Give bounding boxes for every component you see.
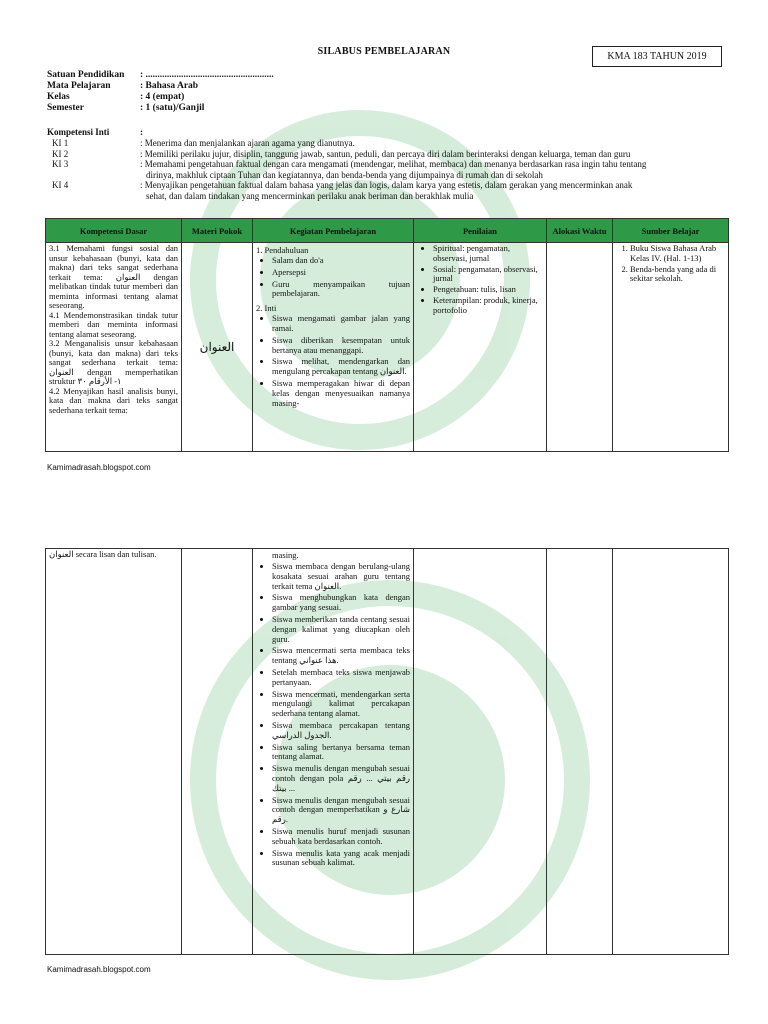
materi-pokok-cell: العنوان (182, 243, 253, 452)
identity-value: : 4 (empat) (140, 92, 185, 102)
section-title: 1. Pendahuluan (256, 245, 309, 255)
col-header: Kompetensi Dasar (46, 219, 182, 243)
alokasi-cell (547, 549, 613, 955)
kegiatan-cell (253, 243, 414, 452)
ki-code: KI 3 (52, 159, 69, 169)
list-item: • Siswa memberikan tanda centang sesuai dengan kalimat yang diucapkan oleh guru. (272, 615, 410, 644)
identity-label: Mata Pelajaran (47, 81, 111, 91)
footer-text: Kamimadrasah.blogspot.com (47, 965, 151, 974)
list-item: • Siswa menulis huruf menjadi susunan sebuah kata berdasarkan contoh. (272, 827, 410, 847)
footer-text: Kamimadrasah.blogspot.com (47, 463, 151, 472)
identity-label: Satuan Pendidikan (47, 70, 125, 80)
list-item: • Sosial: pengamatan, observasi, jurnal (433, 265, 543, 285)
sumber-cell (613, 549, 729, 955)
materi-pokok-cell (182, 549, 253, 955)
ki-colon: : (140, 127, 143, 137)
kompetensi-dasar-text: العنوان secara lisan dan tulisan. (49, 549, 157, 559)
identity-block (47, 70, 274, 114)
list-item: • Siswa mencermati serta membaca teks tentang هذا عنواني. (272, 646, 410, 666)
ki-code: KI 1 (52, 138, 69, 148)
list-item: • Siswa diberikan kesempatan untuk bertanya atau menanggapi. (272, 336, 410, 356)
col-header: Sumber Belajar (613, 219, 729, 243)
list-item: • Siswa melihat, mendengarkan dan mengulang percakapan tentang العنوان. (272, 357, 410, 377)
list-item: • Salam dan do'a (272, 256, 410, 266)
section-title: 2. Inti (256, 303, 277, 314)
list-item: • Siswa mencermati, mendengarkan serta mengulangi kalimat percakapan sederhana tentang alamat. (272, 690, 410, 719)
list-item: • Siswa memperagakan hiwar di depan kelas dengan menyesuaikan namanya masing- (272, 379, 410, 408)
list-item: • Siswa saling bertanya bersama teman tentang alamat. (272, 743, 410, 763)
identity-label: Semester (47, 103, 84, 113)
list-item: • Siswa menulis dengan mengubah sesuai contoh dengan pola رقم بيتي ... رقم بيتك ... (272, 764, 410, 793)
list-item: 2. Benda-benda yang ada di sekitar sekolah. (630, 265, 725, 285)
kegiatan-cell (253, 549, 414, 955)
alokasi-cell (547, 243, 613, 452)
list-item: • Siswa membaca percakapan tentang الجدول الدراسي. (272, 721, 410, 741)
page-title: SILABUS PEMBELAJARAN (317, 46, 451, 57)
col-header: Kegiatan Pembelajaran (253, 219, 414, 243)
kompetensi-inti (47, 127, 727, 201)
ki-text-cont: dirinya, makhluk ciptaan Tuhan dan kegiatannya, dan benda-benda yang dijumpainya di rumah dan di sekolah (146, 169, 543, 180)
identity-value: : 1 (satu)/Ganjil (140, 103, 205, 113)
sumber-cell (613, 243, 729, 452)
kegiatan-lead: masing. (272, 550, 299, 560)
identity-value: : ...................................................... (140, 70, 274, 80)
col-header: Materi Pokok (182, 219, 253, 243)
list-item: • Siswa menulis dengan mengubah sesuai contoh dengan memperhatikan شارع و رقم. (272, 796, 410, 825)
syllabus-table-page1 (45, 218, 729, 452)
list-item: • Pengetahuan: tulis, lisan (433, 285, 543, 295)
identity-label: Kelas (47, 92, 70, 102)
kompetensi-dasar-cell (46, 243, 182, 452)
penilaian-cell (414, 549, 547, 955)
ki-text: : Memahami pengetahuan faktual dengan cara mengamati (mendengar, melihat, membaca) dan menanya berdasarkan rasa ingin tahu tentang (140, 159, 647, 169)
col-header: Penilaian (414, 219, 547, 243)
list-item: • Apersepsi (272, 268, 410, 278)
list-item: • Setelah membaca teks siswa menjawab pertanyaan. (272, 668, 410, 688)
kma-label: KMA 183 TAHUN 2019 (592, 46, 722, 67)
ki-code: KI 4 (52, 180, 69, 190)
list-item: • Siswa mengamati gambar jalan yang ramai. (272, 314, 410, 334)
penilaian-cell (414, 243, 547, 452)
list-item: • Siswa menghubungkan kata dengan gambar yang sesuai. (272, 593, 410, 613)
identity-value: : Bahasa Arab (140, 81, 199, 91)
ki-text-cont: sehat, dan dalam tindakan yang mencerminkan perilaku anak beriman dan berakhlak mulia (146, 190, 474, 201)
list-item: • Siswa menulis kata yang acak menjadi susunan sebuah kalimat. (272, 849, 410, 869)
ki-code: KI 2 (52, 148, 69, 159)
ki-text: : Memiliki perilaku jujur, disiplin, tanggung jawab, santun, peduli, dan percaya diri dalam berinteraksi dengan keluarga, teman dan guru (140, 148, 631, 159)
list-item: • Keterampilan: produk, kinerja, portofolio (433, 296, 543, 316)
list-item: • Spiritual: pengamatan, observasi, jurnal (433, 244, 543, 264)
col-header: Alokasi Waktu (547, 219, 613, 243)
list-item: • Guru menyampaikan tujuan pembelajaran. (272, 280, 410, 300)
ki-heading: Kompetensi Inti (47, 127, 110, 137)
ki-text: : Menerima dan menjalankan ajaran agama yang dianutnya. (140, 138, 355, 148)
list-item: • Siswa membaca dengan berulang-ulang kosakata sesuai arahan guru tentang terkait tema العنوان. (272, 562, 410, 591)
ki-text: : Menyajikan pengetahuan faktual dalam bahasa yang jelas dan logis, dalam karya yang estetis, dalam gerakan yang mencerminkan anak (140, 180, 633, 190)
kompetensi-dasar-text: 3.1 Memahami fungsi sosial dan unsur kebahasaan (bunyi, kata dan makna) dari teks sangat sederhana terkait tema: العنوان dengan melibatkan tindak tutur memberi dan meminta informasi tentang alamat seseorang. 4.1 Mendemonstrasikan tindak tutur memberi dan meminta informasi tentang alamat seseorang. 3.2 Menganalisis unsur kebahasaan (bunyi, kata dan makna) dari teks sangat sederhana terkait tema: العنوان dengan memperhatikan struktur ١- الأرقام ٣٠ 4.2 Menyajikan hasil analisis bunyi, kata dan makna dari teks sangat sederhana terkait tema: (49, 244, 178, 415)
syllabus-table-page2 (45, 548, 729, 955)
kompetensi-dasar-cell (46, 549, 182, 955)
list-item: 1. Buku Siswa Bahasa Arab Kelas IV. (Hal. 1-13) (630, 244, 725, 264)
